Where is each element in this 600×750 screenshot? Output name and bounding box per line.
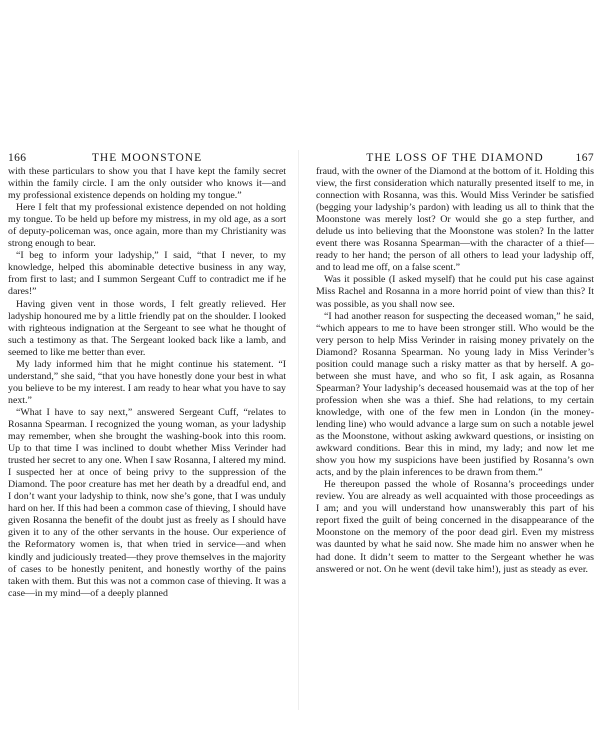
right-running-head bbox=[316, 151, 594, 165]
left-page bbox=[8, 151, 286, 600]
left-running-title: THE MOONSTONE bbox=[91, 152, 203, 164]
left-page-number: 166 bbox=[8, 152, 27, 164]
paragraph: fraud, with the owner of the Diamond at the bottom of it. Holding this view, the first consideration which naturally presented itself to me, in connection with Rosanna, was this. Would Miss Verinder be satisfied (begging your ladyship’s pardon) with leading us all to think that the Moonstone was merely lost? Or would she go a step further, and delude us into believing that the Moonstone was stolen? In the latter event there was Rosanna Spearman—with the character of a thief—ready to her hand; the person of all others to lead your ladyship off, and to lead me off, on a false scent.” bbox=[316, 166, 594, 274]
paragraph: My lady informed him that he might continue his statement. “I understand,” she said, “that you have honestly done your best in what you believe to be my interest. I am ready to hear what you have to say next.” bbox=[8, 358, 286, 406]
paragraph: Here I felt that my professional existence depended on not holding my tongue. To be held up before my mistress, in my old age, as a sort of deputy-policeman was, once again, more than my Christianity was strong enough to bear. bbox=[8, 202, 286, 250]
left-body-text bbox=[8, 166, 286, 600]
paragraph: Was it possible (I asked myself) that he could put his case against Miss Rachel and Rosanna in a more horrid point of view than this? It was possible, as you shall now see. bbox=[316, 274, 594, 310]
right-body-text bbox=[316, 166, 594, 576]
right-page-number: 167 bbox=[575, 152, 594, 164]
book-gutter bbox=[298, 150, 299, 710]
paragraph: He thereupon passed the whole of Rosanna’s proceedings under review. You are already as well acquainted with those proceedings as I am; and you will understand how unanswerably this part of his report fixed the guilt of being concerned in the disappearance of the Moonstone on the memory of the poor dead girl. Even my mistress was daunted by what he said now. She made him no answer when he had done. It didn’t seem to matter to the Sergeant whether he was answered or not. On he went (devil take him!), just as steady as ever. bbox=[316, 479, 594, 575]
paragraph: Having given vent in those words, I felt greatly relieved. Her ladyship honoured me by a little friendly pat on the shoulder. I looked with righteous indignation at the Sergeant to see what he thought of such a testimony as that. The Sergeant looked back like a lamb, and seemed to like me better than ever. bbox=[8, 298, 286, 358]
left-running-head bbox=[8, 151, 286, 165]
right-running-title: THE LOSS OF THE DIAMOND bbox=[366, 152, 544, 164]
right-page bbox=[316, 151, 594, 576]
paragraph: “I beg to inform your ladyship,” I said, “that I never, to my knowledge, helped this abominable detective business in any way, from first to last; and I summon Sergeant Cuff to contradict me if he dares!” bbox=[8, 250, 286, 298]
paragraph: with these particulars to show you that I have kept the family secret within the family circle. I am the only outsider who knows it—and my professional existence depends on holding my tongue.” bbox=[8, 166, 286, 202]
paragraph: “What I have to say next,” answered Sergeant Cuff, “relates to Rosanna Spearman. I recognized the young woman, as your ladyship may remember, when she brought the washing-book into this room. Up to that time I was inclined to doubt whether Miss Verinder had trusted her secret to any one. When I saw Rosanna, I altered my mind. I suspected her at once of being privy to the suppression of the Diamond. The poor creature has met her death by a dreadful end, and I don’t want your ladyship to think, now she’s gone, that I was unduly hard on her. If this had been a common case of thieving, I should have given Rosanna the benefit of the doubt just as freely as I should have given it to any of the other servants in the house. Our experience of the Reformatory women is, that when tried in service—and when kindly and judiciously treated—they prove themselves in the majority of cases to be honestly penitent, and honestly worthy of the pains taken with them. But this was not a common case of thieving. It was a case—in my mind—of a deeply planned bbox=[8, 406, 286, 599]
paragraph: “I had another reason for suspecting the deceased woman,” he said, “which appears to me to have been stronger still. Who would be the very person to help Miss Verinder in raising money privately on the Diamond? Rosanna Spearman. No young lady in Miss Verinder’s position could manage such a risky matter as that by herself. A go-between she must have, and who so fit, I ask again, as Rosanna Spearman? Your ladyship’s deceased housemaid was at the top of her profession when she was a thief. She had relations, to my certain knowledge, with one of the few men in London (in the money-lending line) who would advance a large sum on such a notable jewel as the Moonstone, without asking awkward questions, or insisting on awkward conditions. Bear this in mind, my lady; and now let me show you how my suspicions have been justified by Rosanna’s own acts, and by the plain inferences to be drawn from them.” bbox=[316, 310, 594, 479]
